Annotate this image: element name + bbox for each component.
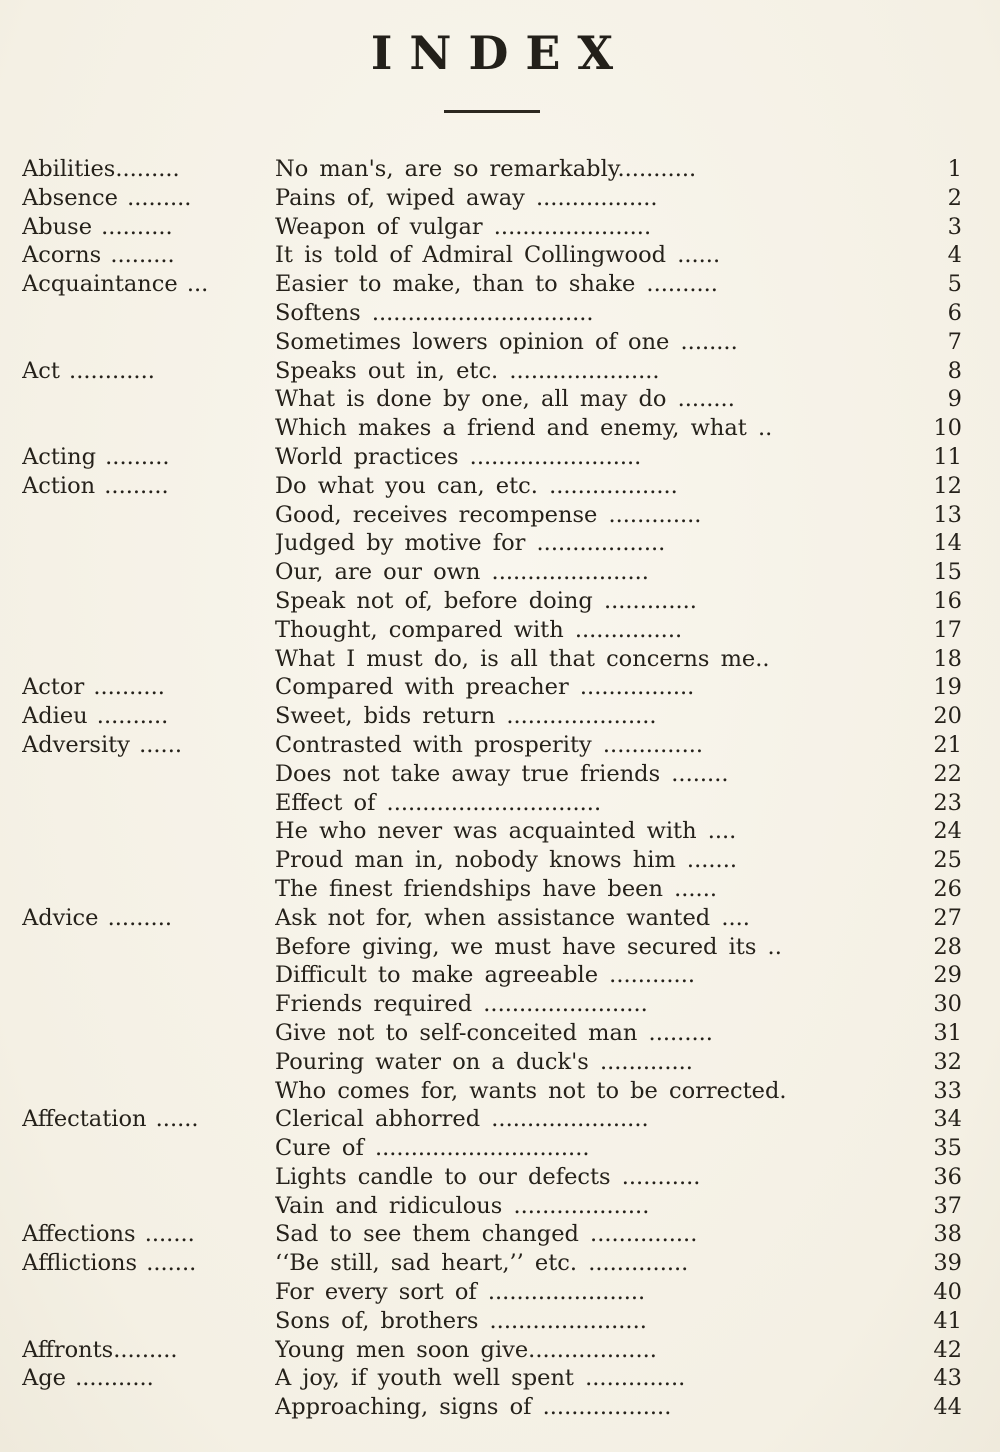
entry-term: Absence ......... [22, 184, 192, 211]
entry-page-number: 40 [933, 1279, 962, 1306]
entry-page-number: 13 [933, 501, 962, 528]
entry-description: Easier to make, than to shake .......... [275, 271, 718, 298]
entry-term: Actor .......... [22, 674, 165, 701]
index-entry-row [22, 1307, 962, 1336]
index-entry-row [22, 1278, 962, 1307]
entry-description: No man's, are so remarkably........... [275, 156, 697, 182]
entry-term: Acquaintance ... [22, 271, 209, 298]
index-entry-row [22, 1364, 962, 1393]
entry-page-number: 39 [933, 1250, 962, 1277]
entry-page-number: 24 [933, 818, 962, 845]
entry-page-number: 37 [933, 1192, 962, 1219]
entry-page-number: 29 [933, 962, 962, 989]
entry-page-number: 14 [933, 530, 962, 557]
entry-page-number: 33 [933, 1077, 962, 1104]
index-entry-row [22, 414, 962, 443]
entry-page-number: 17 [933, 616, 962, 643]
entry-description: What I must do, is all that concerns me.. [275, 645, 770, 672]
entry-description: Thought, compared with ............... [275, 616, 683, 643]
entry-description: Clerical abhorred ...................... [275, 1106, 649, 1133]
entry-term: Affectation ...... [22, 1106, 199, 1133]
entry-term: Advice ......... [22, 904, 172, 931]
index-entry-row [22, 1019, 962, 1048]
entry-page-number: 1 [947, 156, 962, 182]
entry-page-number: 27 [933, 904, 962, 931]
entry-description: Do what you can, etc. .................. [275, 472, 678, 499]
index-entry-row [22, 213, 962, 242]
index-entry-row [22, 645, 962, 674]
entry-description: Judged by motive for .................. [275, 530, 666, 557]
entry-description: It is told of Admiral Collingwood ...... [275, 242, 721, 269]
entry-page-number: 12 [933, 472, 962, 499]
entry-description: Our, are our own ...................... [275, 559, 649, 586]
entry-description: Does not take away true friends ........ [275, 760, 729, 787]
index-entry-row [22, 1336, 962, 1365]
index-entry-row [22, 961, 962, 990]
entry-description: Good, receives recompense ............. [275, 501, 702, 528]
entry-description: Sometimes lowers opinion of one ........ [275, 328, 738, 355]
entry-description: Approaching, signs of .................. [275, 1394, 672, 1421]
entry-page-number: 31 [933, 1019, 962, 1046]
entry-page-number: 19 [933, 674, 962, 701]
index-list [22, 155, 962, 1422]
index-entry-row [22, 817, 962, 846]
entry-term: Abuse .......... [22, 213, 173, 240]
index-entry-row [22, 904, 962, 933]
entry-description: Difficult to make agreeable ............ [275, 962, 696, 989]
entry-description: Weapon of vulgar ...................... [275, 213, 652, 240]
entry-description: Sweet, bids return ..................... [275, 703, 657, 730]
entry-description: For every sort of ...................... [275, 1279, 646, 1306]
entry-description: Cure of .............................. [275, 1135, 590, 1162]
entry-description: Pouring water on a duck's ............. [275, 1048, 693, 1075]
title-rule [444, 110, 540, 113]
index-entry-row [22, 616, 962, 645]
index-entry-row [22, 1134, 962, 1163]
entry-page-number: 35 [933, 1135, 962, 1162]
index-entry-row [22, 328, 962, 357]
entry-term: Afflictions ....... [22, 1250, 197, 1277]
entry-page-number: 22 [933, 760, 962, 787]
entry-page-number: 2 [947, 184, 962, 211]
entry-description: The finest friendships have been ...... [275, 875, 718, 902]
entry-page-number: 7 [947, 328, 962, 355]
entry-description: He who never was acquainted with .... [275, 818, 737, 845]
entry-description: Compared with preacher ................ [275, 674, 695, 701]
entry-page-number: 21 [933, 731, 962, 758]
index-entry-row [22, 184, 962, 213]
entry-term: Action ......... [22, 472, 169, 499]
entry-term: Adieu .......... [22, 703, 169, 730]
entry-description: A joy, if youth well spent .............. [275, 1365, 686, 1392]
index-entry-row [22, 990, 962, 1019]
entry-page-number: 4 [947, 242, 962, 269]
index-entry-row [22, 933, 962, 962]
index-entry-row [22, 299, 962, 328]
entry-description: Sad to see them changed ............... [275, 1221, 698, 1248]
entry-term: Adversity ...... [22, 731, 182, 758]
entry-page-number: 5 [947, 271, 962, 298]
entry-description: Ask not for, when assistance wanted .... [275, 904, 750, 931]
entry-page-number: 44 [933, 1394, 962, 1421]
index-entry-row [22, 1393, 962, 1422]
index-entry-row [22, 270, 962, 299]
index-entry-row [22, 702, 962, 731]
entry-description: Young men soon give.................. [275, 1336, 657, 1363]
entry-term: Acting ......... [22, 443, 170, 470]
entry-page-number: 25 [933, 847, 962, 874]
index-entry-row [22, 385, 962, 414]
index-entry-row [22, 357, 962, 386]
entry-description: Pains of, wiped away ................. [275, 184, 658, 211]
index-entry-row [22, 875, 962, 904]
entry-page-number: 8 [947, 357, 962, 384]
entry-page-number: 26 [933, 875, 962, 902]
entry-page-number: 3 [947, 213, 962, 240]
entry-page-number: 41 [933, 1307, 962, 1334]
entry-description: Lights candle to our defects ........... [275, 1163, 701, 1190]
index-entry-row [22, 731, 962, 760]
entry-page-number: 18 [933, 645, 962, 672]
index-entry-row [22, 1249, 962, 1278]
entry-description: Friends required ....................... [275, 991, 648, 1018]
page-title: INDEX [370, 26, 631, 80]
entry-page-number: 43 [933, 1365, 962, 1392]
index-entry-row [22, 673, 962, 702]
entry-description: Proud man in, nobody knows him ....... [275, 847, 737, 874]
entry-page-number: 6 [947, 299, 962, 326]
entry-description: Before giving, we must have secured its .. [275, 933, 782, 960]
entry-page-number: 38 [933, 1221, 962, 1248]
entry-page-number: 28 [933, 933, 962, 960]
index-entry-row [22, 1163, 962, 1192]
entry-description: Give not to self-conceited man ......... [275, 1019, 713, 1046]
entry-term: Abilities......... [22, 156, 180, 182]
entry-description: Sons of, brothers ...................... [275, 1307, 647, 1334]
entry-description: Speaks out in, etc. ..................... [275, 357, 660, 384]
index-entry-row [22, 760, 962, 789]
entry-page-number: 20 [933, 703, 962, 730]
index-entry-row [22, 501, 962, 530]
entry-description: Softens ............................... [275, 299, 594, 326]
entry-page-number: 9 [947, 386, 962, 413]
entry-term: Age ........... [22, 1365, 154, 1392]
index-entry-row [22, 1220, 962, 1249]
entry-page-number: 30 [933, 991, 962, 1018]
entry-description: Contrasted with prosperity .............. [275, 731, 704, 758]
entry-term: Affections ....... [22, 1221, 195, 1248]
entry-description: Who comes for, wants not to be corrected. [275, 1077, 787, 1104]
entry-term: Affronts......... [22, 1336, 178, 1363]
entry-description: Vain and ridiculous ................... [275, 1192, 650, 1219]
entry-description: Which makes a friend and enemy, what .. [275, 415, 773, 442]
index-entry-row [22, 1192, 962, 1221]
index-entry-row [22, 789, 962, 818]
index-entry-row [22, 155, 962, 184]
entry-description: Speak not of, before doing ............. [275, 587, 697, 614]
entry-page-number: 11 [933, 443, 962, 470]
index-entry-row [22, 846, 962, 875]
entry-page-number: 10 [933, 415, 962, 442]
index-entry-row [22, 529, 962, 558]
index-entry-row [22, 558, 962, 587]
entry-page-number: 16 [933, 587, 962, 614]
index-entry-row [22, 1048, 962, 1077]
index-entry-row [22, 472, 962, 501]
entry-description: Effect of .............................. [275, 789, 602, 816]
entry-term: Acorns ......... [22, 242, 175, 269]
entry-description: World practices ........................ [275, 443, 642, 470]
entry-page-number: 32 [933, 1048, 962, 1075]
entry-description: What is done by one, all may do ........ [275, 386, 735, 413]
index-entry-row [22, 1105, 962, 1134]
entry-term: Act ............ [22, 357, 155, 384]
entry-page-number: 23 [933, 789, 962, 816]
index-entry-row [22, 443, 962, 472]
index-entry-row [22, 1077, 962, 1106]
entry-page-number: 15 [933, 559, 962, 586]
entry-page-number: 34 [933, 1106, 962, 1133]
entry-description: ‘‘Be still, sad heart,’’ etc. .............. [275, 1250, 689, 1277]
entry-page-number: 42 [933, 1336, 962, 1363]
index-entry-row [22, 241, 962, 270]
entry-page-number: 36 [933, 1163, 962, 1190]
index-entry-row [22, 587, 962, 616]
